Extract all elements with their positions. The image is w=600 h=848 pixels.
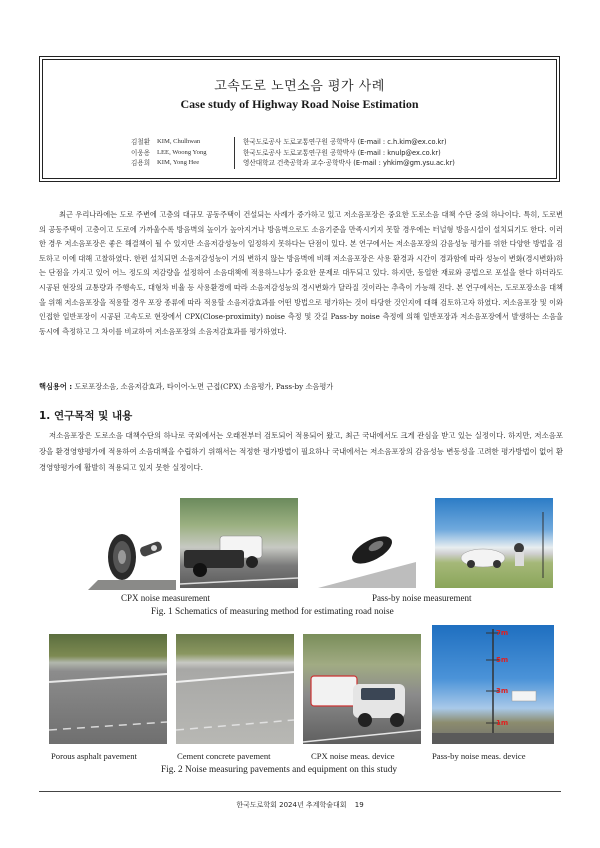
keywords-text: 도로포장소음, 소음저감효과, 타이어-노면 근접(CPX) 소음평가, Pass-by 소음평가 (74, 382, 334, 391)
figure-2-label-passby-device: Pass-by noise meas. device (432, 751, 526, 761)
height-mark-7m: 7m (496, 629, 509, 637)
author-row (131, 148, 551, 159)
passby-device-photo (432, 625, 554, 744)
author-list (131, 137, 551, 169)
paper-title-korean: 고속도로 노면소음 평가 사례 (214, 79, 385, 94)
passby-car-schematic (318, 510, 416, 588)
tire-microphone-schematic (78, 510, 176, 590)
page-footer (0, 800, 600, 810)
author-divider (234, 148, 235, 159)
author-affiliation: 한국도로공사 도로교통연구원 공학박사 (E-mail : knulp@ex.co.kr) (243, 148, 441, 157)
height-mark-1m: 1m (496, 719, 509, 727)
cpx-device-photo (303, 634, 421, 744)
cement-concrete-photo (176, 634, 294, 744)
author-divider (234, 158, 235, 169)
figure-2-label-concrete: Cement concrete pavement (177, 751, 271, 761)
author-row (131, 158, 551, 169)
section-1-heading: 1. 연구목적 및 내용 (39, 410, 133, 422)
keywords (39, 382, 563, 392)
title-box (39, 56, 560, 182)
cpx-trailer-photo (180, 498, 298, 588)
section-1-body: 저소음포장은 도로소음 대책수단의 하나로 국외에서는 오래전부터 검토되어 적용되어 왔고, 최근 국내에서도 크게 관심을 받고 있는 실정이다. 하지만, 저소음포장을 환경영향평가에 적용하여 소음대책을 수립하기 위해서는 적정한 평가방법이 필요하나 국내에서는 저소음포장의 감음성능 변동성을 고려한 평가방법이 없어 환경영향평가에 활발히 적용되고 있지 못한 실정이다. (39, 431, 563, 472)
author-name-en: KIM, Chulhwan (157, 138, 201, 145)
author-affiliation: 영산대학교 건축공학과 교수·공학박사 (E-mail : yhkim@gm.ysu.ac.kr) (243, 159, 455, 167)
height-mark-3m: 3m (496, 687, 509, 695)
keywords-label: 핵심용어 : (39, 382, 73, 391)
height-mark-5m: 5m (496, 656, 509, 664)
page-number: 19 (354, 801, 364, 809)
title-box-inner (42, 59, 557, 179)
author-divider (234, 137, 235, 148)
author-name-ko: 김용희 (131, 159, 151, 167)
author-row (131, 137, 551, 148)
figure-1-caption: Fig. 1 Schematics of measuring method for estimating road noise (151, 607, 394, 617)
author-affiliation: 한국도로공사 도로교통연구원 공학박사 (E-mail : c.h.kim@ex.co.kr) (243, 138, 447, 146)
figure-2-label-cpx-device: CPX noise meas. device (311, 751, 395, 761)
abstract-text: 최근 우리나라에는 도로 주변에 고층의 대규모 공동주택이 건설되는 사례가 증가하고 있고 저소음포장은 중요한 도로소음 대책 수단 중의 하나이다. 특히, 도로변의 공동주택이 고층이고 도로에 가까울수록 방음벽의 높이가 높아지거나 방음벽으로도 소음기준을 만족시키지 못할 경우에는 터널형 방음시설이 설치되기도 한다. 이러한 경우 저소음포장은 좋은 해결책이 될 수 있지만 소음저감성능이 일정하지 못하다는 단점이 있다. 본 연구에서는 저소음포장의 감음성능 평가를 위한 다양한 방법을 검토하고 이에 대해 고찰하였다. 한편 설치되면 소음저감성능이 거의 변하지 않는 방음벽에 비해 저소음포장은 사용 환경과 시간이 경과함에 따라 성능이 변화(경시변화)하는 단점을 가지고 있어 어느 정도의 저감량을 설정하여 소음대책에 적용하느냐가 중요한 문제로 대두되고 있다. 하지만, 동일한 재료와 공법으로 포설을 한다 하더라도 시공된 현장의 교통량과 주행속도, 대형차 비율 등 사용환경에 따라 소음저감성능의 경시변화가 달라질 것이라는 추측이 가능해 진다. 본 연구에서는, 도로포장소음 대책을 위해 저소음포장을 적용할 경우 포장 종류에 따라 적용할 소음저감효과를 어떤 방법으로 평가하는 것이 타당한 것인지에 대해 검토하고자 하였다. 저소음포장 및 이와 인접한 일반포장이 시공된 고속도로 현장에서 CPX(Close-proximity) noise 측정 및 갓길 Pass-by noise 측정에 의해 일반포장과 저소음포장에서 발생하는 소음을 동시에 측정하고 그 차이를 비교하여 저소음포장의 소음저감효과를 평가하였다. (39, 210, 563, 336)
author-name-en: LEE, Woong Yong (157, 148, 207, 156)
passby-measurement-photo (435, 498, 553, 588)
figure-2-label-porous: Porous asphalt pavement (51, 751, 137, 761)
figure-1-label-cpx: CPX noise measurement (121, 593, 210, 603)
author-name-ko: 김철환 (131, 138, 151, 146)
author-name-en: KIM, Yong Hee (157, 159, 200, 166)
footer-divider (39, 791, 561, 792)
footer-conference: 한국도로학회 2024년 추계학술대회 (236, 801, 347, 809)
paper-title-english: Case study of Highway Road Noise Estimation (180, 97, 419, 111)
figure-1-label-passby: Pass-by noise measurement (372, 593, 472, 603)
author-name-ko: 이웅용 (131, 148, 151, 157)
figure-2-caption: Fig. 2 Noise measuring pavements and equipment on this study (161, 765, 398, 775)
porous-asphalt-photo (49, 634, 167, 744)
